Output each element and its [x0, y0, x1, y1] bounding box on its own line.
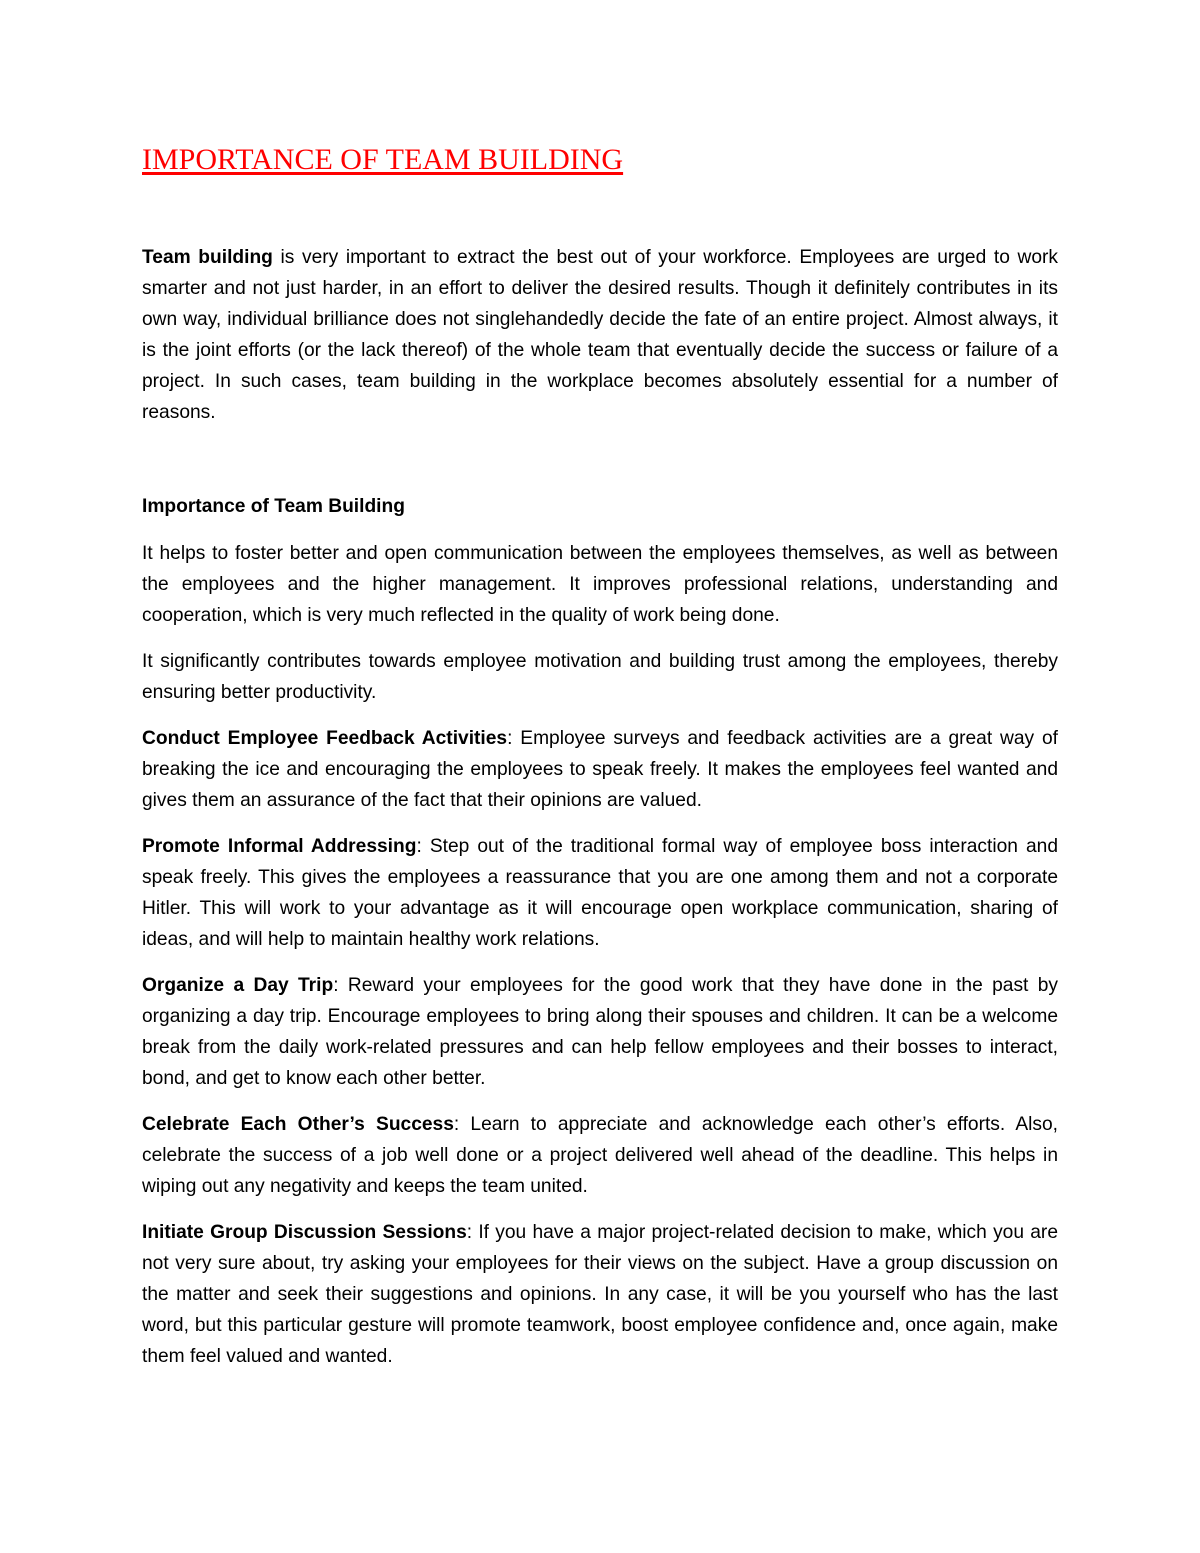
document-page — [142, 140, 1058, 1387]
activity-group-discussion — [142, 1217, 1058, 1372]
activity-feedback — [142, 723, 1058, 816]
section-subheading: Importance of Team Building — [142, 496, 405, 517]
activity-day-trip — [142, 970, 1058, 1094]
activity-text: : Reward your employees for the good work that they have done in the past by organizing a day trip. Encourage employees to bring along their spouses and children. It can be a welcome break from the daily work-related pressures and can help fellow employees and their bosses to interact, bond, and get to know each other better. — [142, 975, 1058, 1089]
activity-text: : Step out of the traditional formal way of employee boss interaction and speak freely. This gives the employees a reassurance that you are one among them and not a corporate Hitler. This will work to your advantage as it will encourage open workplace communication, sharing of ideas, and will help to maintain healthy work relations. — [142, 836, 1058, 950]
intro-paragraph — [142, 242, 1058, 428]
activity-text: : Employee surveys and feedback activities are a great way of breaking the ice and encouraging the employees to speak freely. It makes the employees feel wanted and gives them an assurance of the fact that their opinions are valued. — [142, 728, 1058, 811]
intro-lead: Team building — [142, 247, 273, 268]
activity-celebrate-success — [142, 1109, 1058, 1202]
activity-label: Celebrate Each Other’s Success — [142, 1114, 454, 1135]
activity-label: Organize a Day Trip — [142, 975, 334, 996]
activity-label: Conduct Employee Feedback Activities — [142, 728, 508, 749]
activity-label: Promote Informal Addressing — [142, 836, 417, 857]
intro-text: is very important to extract the best out of your workforce. Employees are urged to work smarter and not just harder, in an effort to deliver the desired results. Though it definitely contributes in its own way, individual brilliance does not singlehandedly decide the fate of an entire project. Almost always, it is the joint efforts (or the lack thereof) of the whole team that eventually decide the success or failure of a project. In such cases, team building in the workplace becomes absolutely essential for a number of reasons. — [142, 247, 1059, 423]
activity-informal-addressing — [142, 831, 1058, 955]
paragraph-communication: It helps to foster better and open communication between the employees themselves, as well as between the employees and the higher management. It improves professional relations, understanding and cooperation, which is very much reflected in the quality of work being done. — [142, 543, 1058, 626]
activity-text: : If you have a major project-related decision to make, which you are not very sure about, try asking your employees for their views on the subject. Have a group discussion on the matter and seek their suggestions and opinions. In any case, it will be you yourself who has the last word, but this particular gesture will promote teamwork, boost employee confidence and, once again, make them feel valued and wanted. — [142, 1222, 1058, 1367]
document-title: IMPORTANCE OF TEAM BUILDING — [142, 143, 624, 176]
activity-text: : Learn to appreciate and acknowledge each other’s efforts. Also, celebrate the success of a job well done or a project delivered well ahead of the deadline. This helps in wiping out any negativity and keeps the team united. — [142, 1114, 1058, 1197]
paragraph-motivation: It significantly contributes towards employee motivation and building trust among the employees, thereby ensuring better productivity. — [142, 651, 1058, 703]
activity-label: Initiate Group Discussion Sessions — [142, 1222, 467, 1243]
